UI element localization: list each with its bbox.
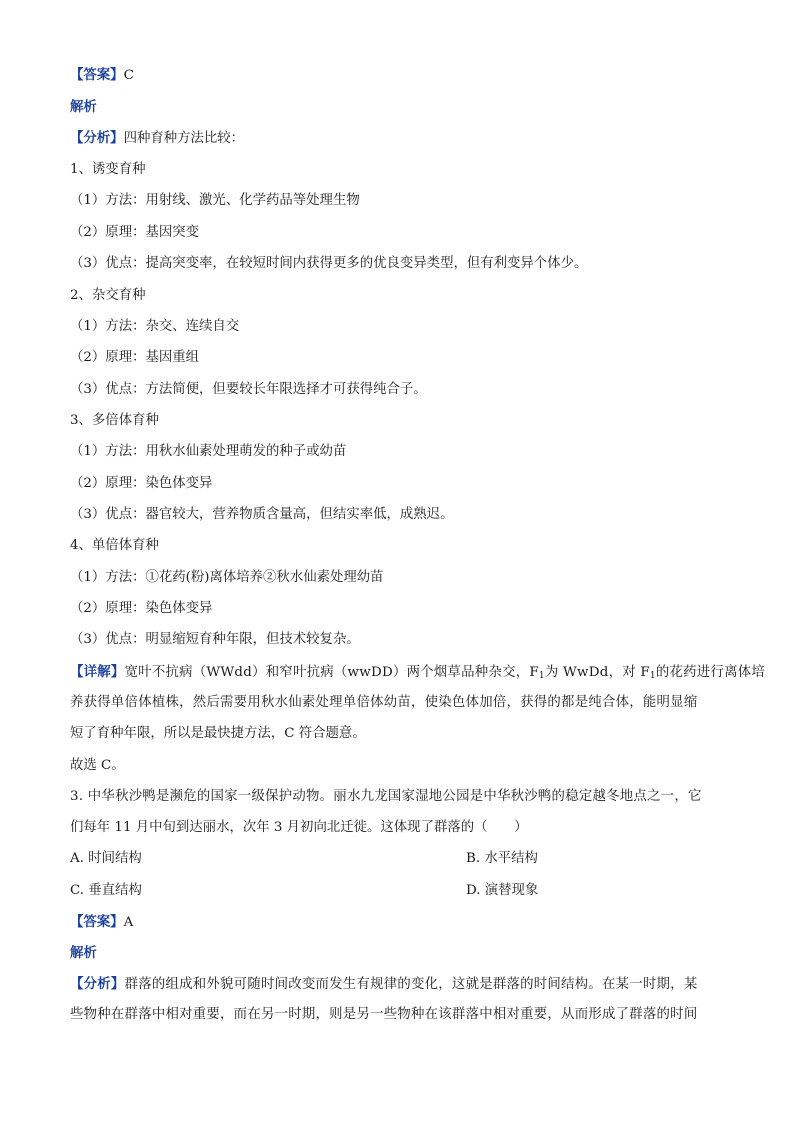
fenxi-tag: 【分析】 [70, 130, 124, 146]
q2-answer-line [70, 66, 730, 85]
option-a: A. 时间结构 [70, 851, 142, 866]
q3-options-row-1 [70, 850, 730, 868]
method-heading: 3、多倍体育种 [70, 413, 159, 428]
method-heading: 1、诱变育种 [70, 162, 146, 177]
method-fangfa: （1）方法：杂交、连续自交 [70, 319, 240, 334]
xiangjie-line-2: 养获得单倍体植株，然后需要用秋水仙素处理单倍体幼苗，使染色体加倍，获得的都是纯合体，能明显缩 [70, 695, 698, 710]
q3-answer-line [70, 913, 730, 932]
method-heading: 2、杂交育种 [70, 288, 146, 303]
xiangjie-text-b: 为 WwDd，对 F [544, 665, 650, 680]
xiangjie-text-c: 的花药进行离体培 [655, 665, 766, 680]
q3-analysis-line [70, 944, 730, 963]
answer-tag: 【答案】 [70, 914, 124, 930]
q3-stem-line-1: 3. 中华秋沙鸭是濒危的国家一级保护动物。丽水九龙国家湿地公园是中华秋沙鸭的稳定越冬地点之一，它 [70, 789, 702, 804]
method-yuanli: （2）原理：基因重组 [70, 350, 200, 365]
guxuan-line: 故选 C。 [70, 758, 125, 773]
method-youdian: （3）优点：提高突变率，在较短时间内获得更多的优良变异类型，但有利变异个体少。 [70, 256, 588, 271]
fenxi-text: 群落的组成和外貌可随时间改变而发生有规律的变化，这就是群落的时间结构。在某一时期，某 [124, 977, 698, 992]
method-heading: 4、单倍体育种 [70, 538, 159, 553]
option-c: C. 垂直结构 [70, 883, 142, 898]
method-yuanli: （2）原理：染色体变异 [70, 601, 213, 616]
subscript-1: 1 [649, 671, 656, 681]
xiangjie-text-a: 宽叶不抗病（WWdd）和窄叶抗病（wwDD）两个烟草品种杂交，F [124, 665, 539, 680]
answer-value: A [123, 915, 134, 930]
xiangjie-tag: 【详解】 [70, 664, 125, 680]
xiangjie-line-1 [70, 663, 766, 682]
method-fangfa: （1）方法：用射线、激光、化学药品等处理生物 [70, 193, 360, 208]
method-fangfa: （1）方法：用秋水仙素处理萌发的种子或幼苗 [70, 444, 347, 459]
subscript-1: 1 [538, 671, 545, 681]
analysis-tag: 解析 [70, 945, 97, 961]
answer-value: C [123, 68, 134, 83]
method-youdian: （3）优点：方法简便，但要较长年限选择才可获得纯合子。 [70, 382, 427, 397]
q3-fenxi-line-2: 些物种在群落中相对重要，而在另一时期，则是另一些物种在该群落中相对重要，从而形成了群落的时间 [70, 1007, 698, 1022]
q2-analysis-line [70, 98, 730, 117]
method-fangfa: （1）方法：①花药(粉)离体培养②秋水仙素处理幼苗 [70, 570, 384, 585]
q2-fenxi-line [70, 129, 730, 148]
q3-stem-line-2: 们每年 11 月中旬到达丽水，次年 3 月初向北迁徙。这体现了群落的（ ） [70, 820, 528, 835]
xiangjie-line-3: 短了育种年限，所以是最快捷方法，C 符合题意。 [70, 726, 366, 741]
analysis-tag: 解析 [70, 99, 97, 115]
method-youdian: （3）优点：器官较大，营养物质含量高，但结实率低，成熟迟。 [70, 507, 454, 522]
q3-options-row-2 [70, 882, 730, 900]
fenxi-text: 四种育种方法比较： [123, 131, 245, 146]
answer-tag: 【答案】 [70, 67, 124, 83]
option-d: D. 演替现象 [466, 883, 539, 898]
q3-fenxi-line-1 [70, 975, 730, 994]
method-yuanli: （2）原理：染色体变异 [70, 476, 213, 491]
option-b: B. 水平结构 [466, 851, 538, 866]
fenxi-tag: 【分析】 [70, 976, 125, 992]
method-youdian: （3）优点：明显缩短育种年限，但技术较复杂。 [70, 632, 360, 647]
method-yuanli: （2）原理：基因突变 [70, 225, 200, 240]
